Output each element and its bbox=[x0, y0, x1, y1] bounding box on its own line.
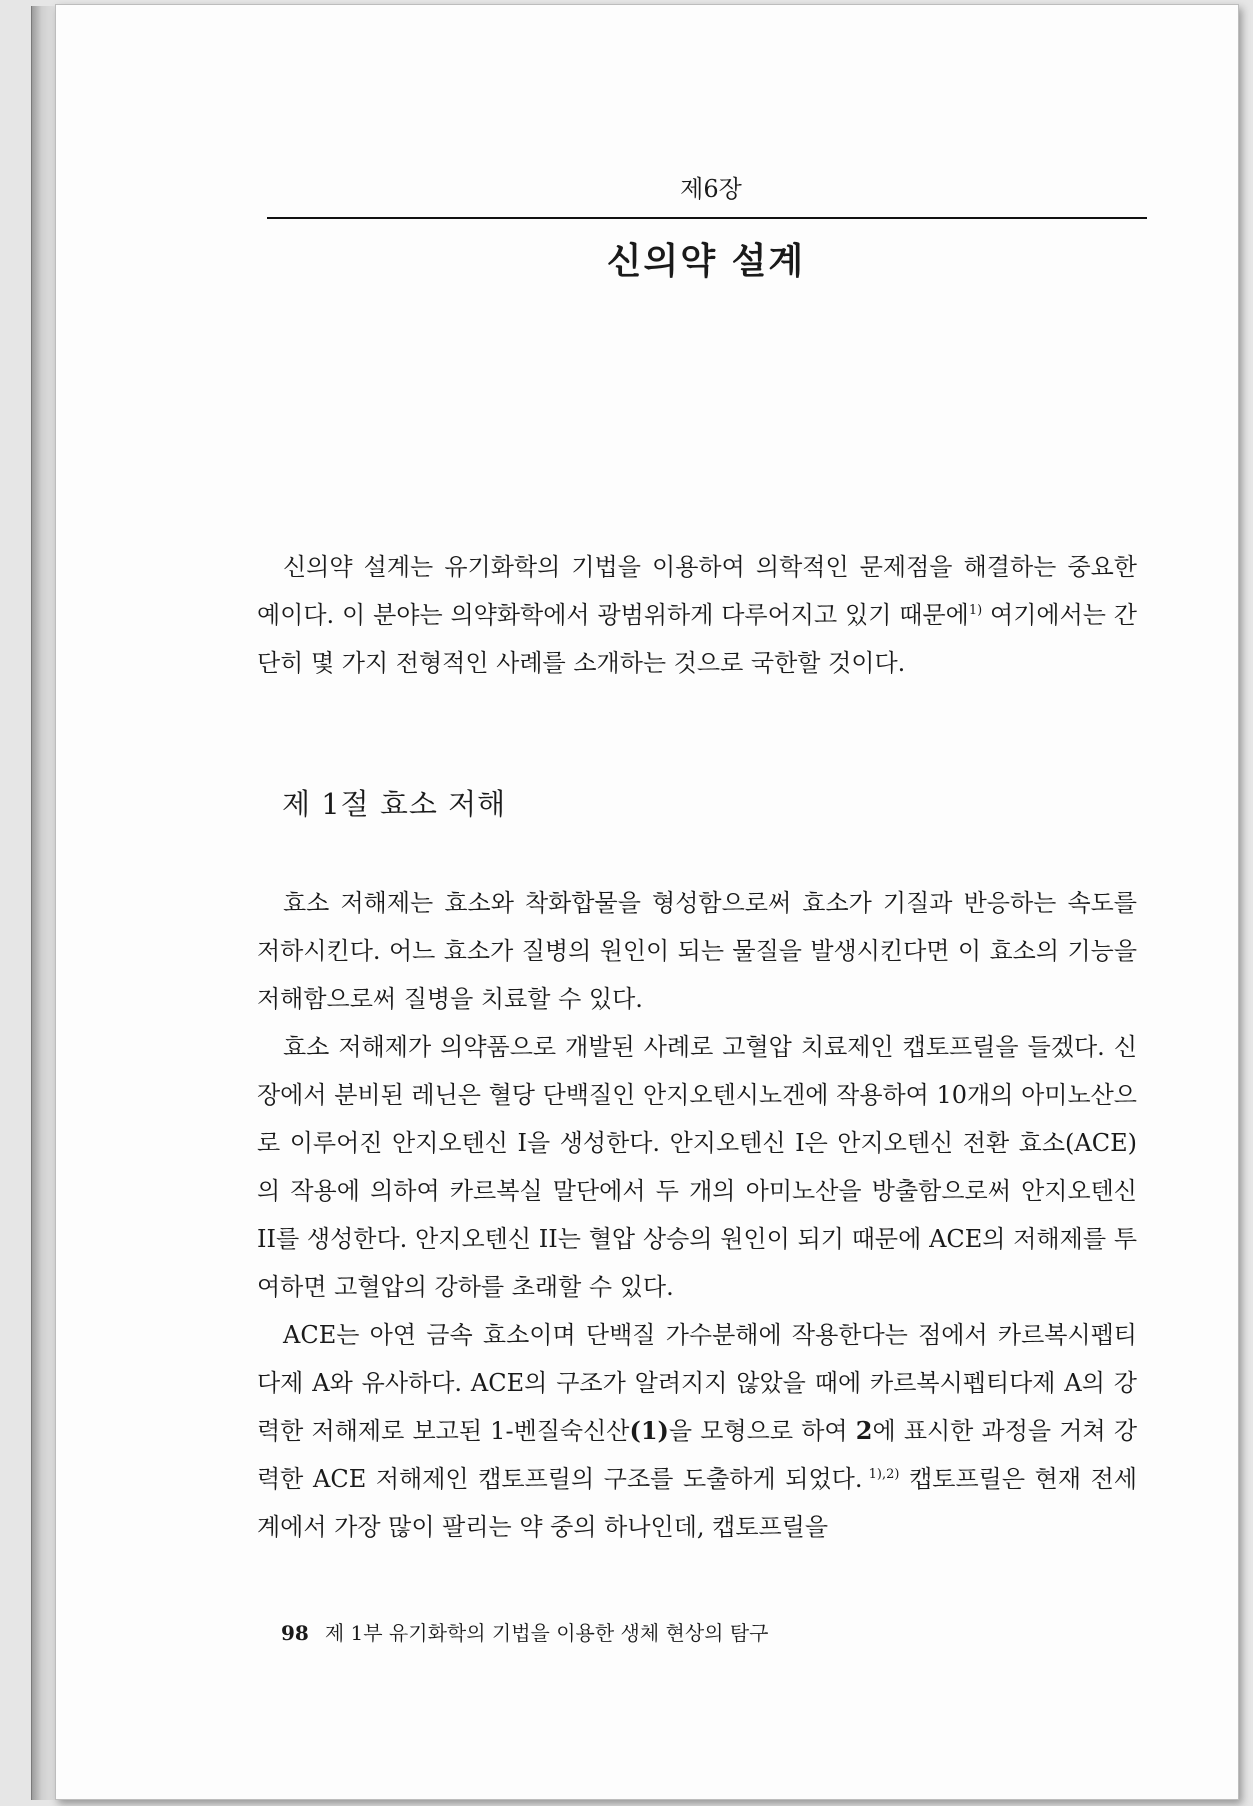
page-footer bbox=[281, 1617, 768, 1646]
chapter-divider bbox=[267, 217, 1147, 219]
body-paragraph: 효소 저해제가 의약품으로 개발된 사례로 고혈압 치료제인 캡토프릴을 들겠다. 신장에서 분비된 레닌은 혈당 단백질인 안지오텐시노겐에 작용하여 10개의 아미노산으로 이루어진 안지오텐신 I을 생성한다. 안지오텐신 I은 안지오텐신 전환 효소(ACE)의 작용에 의하여 카르복실 말단에서 두 개의 아미노산을 방출함으로써 안지오텐신 II를 생성한다. 안지오텐신 II는 혈압 상승의 원인이 되기 때문에 ACE의 저해제를 투여하면 고혈압의 강하를 초래할 수 있다. bbox=[257, 1033, 1137, 1301]
chapter-title: 신의약 설계 bbox=[606, 240, 806, 282]
paragraph-text: 캡토프릴은 현재 전세계에서 가장 많이 팔리는 약 중의 하나인데, 캡토프릴을 bbox=[257, 1465, 1137, 1541]
body-paragraph: 효소 저해제는 효소와 착화합물을 형성함으로써 효소가 기질과 반응하는 속도를 저하시킨다. 어느 효소가 질병의 원인이 되는 물질을 발생시킨다면 이 효소의 기능을 저해함으로써 질병을 치료할 수 있다. bbox=[257, 889, 1137, 1013]
intro-paragraph bbox=[257, 543, 1137, 687]
footnote-ref: 1) bbox=[968, 603, 983, 618]
compound-label: (1) bbox=[629, 1416, 669, 1445]
paragraph-text: ACE는 아연 금속 효소이며 단백질 가수분해에 작용한다는 점에서 카르복시펩티다제 A와 유사하다. ACE의 구조가 알려지지 않았을 때에 카르복시펩티다제 A의 강력한 저해제로 보고된 1-벤질숙신산 bbox=[257, 1321, 1137, 1445]
page-number: 98 bbox=[281, 1621, 309, 1645]
intro-text-continued: 여기에서는 간단히 몇 가지 전형적인 사례를 소개하는 것으로 국한할 것이다. bbox=[257, 601, 1137, 677]
footnote-ref: 1),2) bbox=[862, 1467, 900, 1482]
scheme-reference: 2 bbox=[855, 1416, 873, 1445]
paragraph-text: 에 표시한 과정을 거쳐 강력한 ACE 저해제인 캡토프릴의 구조를 도출하게 되었다. bbox=[257, 1417, 1138, 1493]
book-page bbox=[55, 4, 1239, 1800]
intro-text: 신의약 설계는 유기화학의 기법을 이용하여 의학적인 문제점을 해결하는 중요한 예이다. 이 분야는 의약화학에서 광범위하게 다루어지고 있기 때문에 bbox=[257, 553, 1137, 629]
paragraph-text: 을 모형으로 하여 bbox=[668, 1417, 856, 1445]
chapter-label: 제6장 bbox=[680, 175, 742, 203]
page-stack-edge bbox=[31, 6, 56, 1800]
running-footer: 제 1부 유기화학의 기법을 이용한 생체 현상의 탐구 bbox=[324, 1621, 769, 1645]
body-paragraph bbox=[257, 1311, 1137, 1551]
section-heading: 제 1절 효소 저해 bbox=[282, 787, 507, 821]
